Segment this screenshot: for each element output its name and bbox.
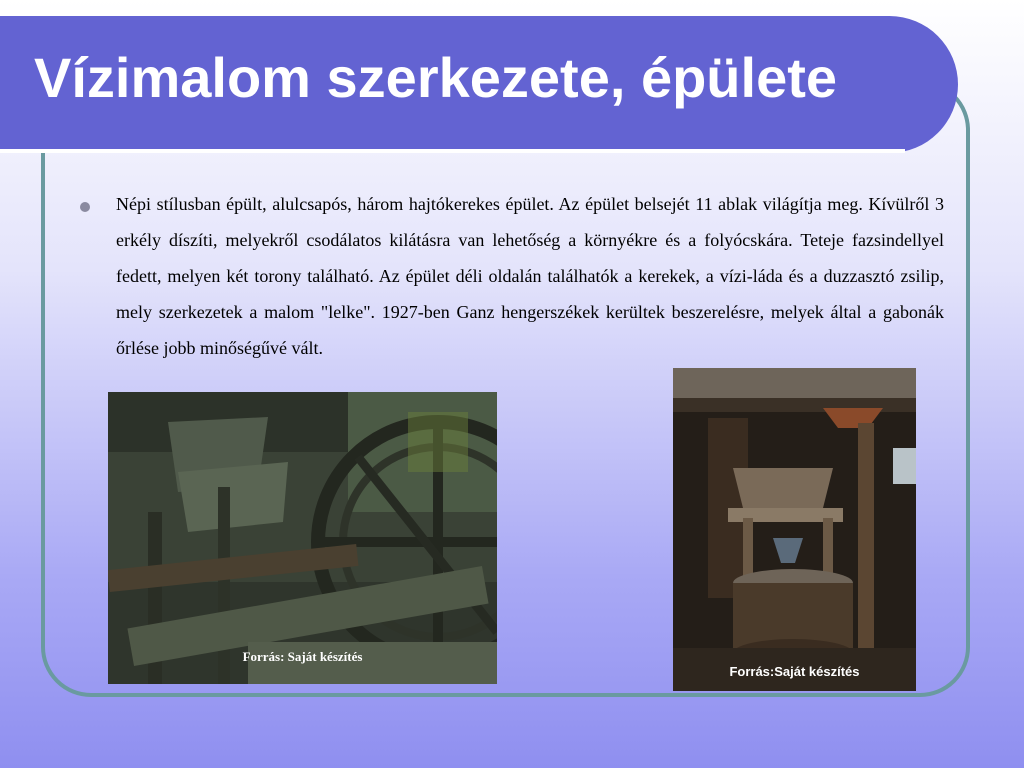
bullet-icon: [80, 202, 90, 212]
bullet-text: Népi stílusban épült, alulcsapós, három hajtókerekes épület. Az épület belsejét 11 ablak világítja meg. Kívülről 3 erkély díszíti, melyekről csodálatos kilátásra van lehetőség a környékre és a folyócskára. Teteje fazsindellyel fedett, melyen két torony található. Az épület déli oldalán találhatók a kerekek, a vízi-láda és a duzzasztó zsilip, mely szerkezetek a malom "lelke". 1927-ben Ganz hengerszékek kerültek beszerelésre, melyek által a gabonák őrlése jobb minőségűvé vált.: [116, 194, 944, 358]
photo-caption: Forrás: Saját készítés: [242, 649, 363, 664]
water-wheel-image: [108, 392, 497, 684]
slide-title: Vízimalom szerkezete, épülete: [34, 46, 838, 109]
title-underline: [0, 149, 905, 153]
millstone-photo: [673, 368, 916, 691]
photo-caption: Forrás:Saját készítés: [729, 664, 860, 679]
millstone-image: [673, 368, 916, 691]
water-wheel-photo: [108, 392, 497, 684]
